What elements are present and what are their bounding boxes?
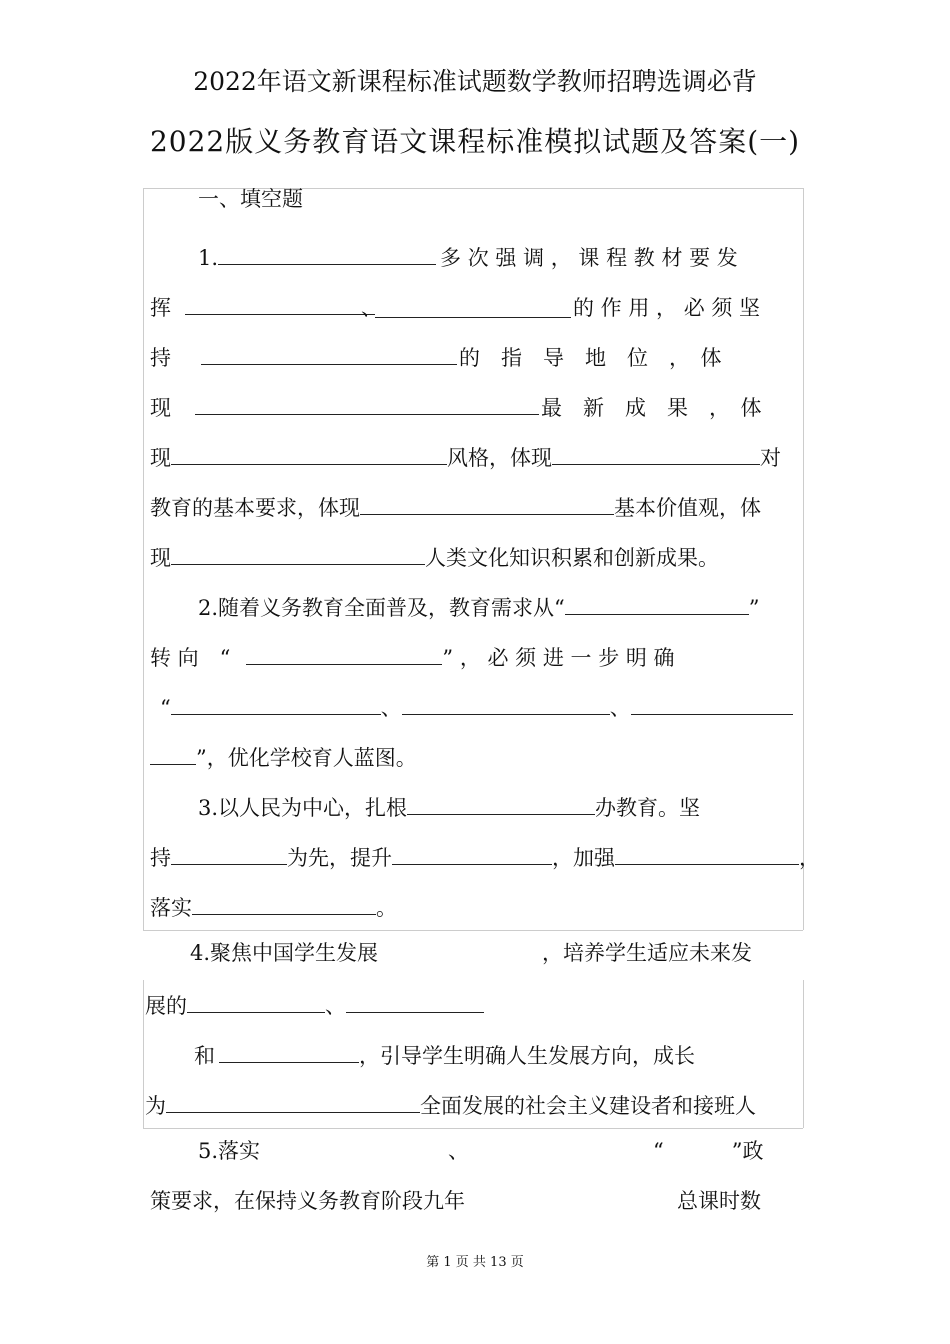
text: 风格，体现 [447,446,552,470]
text: 。 [376,896,397,920]
q2-text: 2.随着义务教育全面普及，教育需求从“ [198,596,565,620]
q1-blank-8[interactable] [360,490,614,515]
text: 的 作 用 ， 必 须 坚 [573,296,761,320]
text: 教育的基本要求，体现 [150,496,360,520]
text: “ [160,696,171,720]
q2-line4 [150,740,417,770]
q1-blank-6[interactable] [171,440,447,465]
q2-blank-5-cont[interactable] [150,740,196,765]
text: 办教育。坚 [595,796,701,820]
q1-line5 [150,440,781,470]
text: 为先，提升 [287,846,392,870]
q3-line3 [150,890,397,920]
text: 转 向 “ [150,646,231,670]
q5-line1 [198,1136,764,1166]
q4-blank-4[interactable] [166,1088,420,1113]
frame-line [143,980,144,1128]
text: 为 [145,1094,166,1118]
document-title-line2: 2022版义务教育语文课程标准模拟试题及答案(一) [149,125,801,158]
q3-blank-3[interactable] [392,840,552,865]
text: 最 新 成 果 ， 体 [541,396,762,420]
frame-line [803,188,804,930]
q2-blank-3[interactable] [171,690,381,715]
q2-line1 [198,590,760,620]
q3-text: 3.以人民为中心，扎根 [198,796,408,820]
q1-line2 [150,290,760,320]
text: 总课时数 [677,1189,761,1213]
text: 的 指 导 地 位 ， 体 [459,346,722,370]
q1-text: 多 次 强 调 ， 课 程 教 材 要 发 [440,246,738,270]
text: 和 [194,1044,215,1068]
q3-blank-1[interactable] [407,790,595,815]
text: “ [653,1139,664,1163]
q4-blank-3[interactable] [219,1038,359,1063]
q1-blank-7[interactable] [552,440,760,465]
sep: 、 [380,696,402,720]
text: ”政 [731,1139,764,1163]
sep: 、 [609,696,631,720]
frame-line [803,980,804,1128]
q1-number: 1. [198,246,219,270]
q1-line1 [198,240,738,270]
frame-line [143,930,803,931]
q3-blank-5[interactable] [192,890,376,915]
text: 基本价值观，体 [614,496,761,520]
q3-line1 [198,790,700,820]
q4-line2 [145,988,484,1018]
q1-line7 [150,540,719,570]
q1-blank-9[interactable] [171,540,425,565]
q1-line6 [150,490,761,520]
text: 挥 [150,296,171,320]
q1-line4 [150,390,762,420]
text: ”，优化学校育人蓝图。 [196,746,417,770]
q2-blank-2[interactable] [246,640,442,665]
document-title-line1: 2022年语文新课程标准试题数学教师招聘选调必背 [193,67,757,96]
q1-line3 [150,340,722,370]
frame-line [143,1128,803,1129]
text: 落实 [150,896,192,920]
frame-line [143,188,144,930]
section-heading: 一、填空题 [198,187,303,211]
q4-line1 [190,938,800,968]
text: 现 [150,446,171,470]
text: 策要求，在保持义务教育阶段九年 [150,1189,465,1213]
q2-blank-4[interactable] [402,690,610,715]
q5-text: 5.落实 [198,1139,261,1163]
q1-blank-5[interactable] [195,390,539,415]
text: 持 [150,346,171,370]
sep: 、 [361,296,382,320]
text: 人类文化知识积累和创新成果。 [425,546,719,570]
q4-text: 4.聚焦中国学生发展 [190,941,379,965]
q2-blank-5[interactable] [631,690,793,715]
text: 持 [150,846,171,870]
text: 现 [150,396,171,420]
q3-line2 [150,840,820,870]
text: 现 [150,546,171,570]
text: 全面发展的社会主义建设者和接班人 [420,1094,756,1118]
q3-blank-4[interactable] [615,840,799,865]
q4-blank-1[interactable] [187,988,325,1013]
sep: 、 [325,994,346,1018]
q4-line4 [145,1088,756,1118]
text: ” ， 必 须 进 一 步 明 确 [442,646,675,670]
q4-line3 [194,1038,695,1068]
q1-blank-3[interactable] [361,293,571,320]
text: ，引导学生明确人生发展方向，成长 [359,1044,695,1068]
text: ， [799,846,820,870]
sep: 、 [448,1139,470,1163]
q4-blank-2[interactable] [346,988,484,1013]
q2-blank-1[interactable] [565,590,749,615]
q1-blank-1[interactable] [218,240,436,265]
q5-line2 [150,1186,761,1216]
text: 展的 [145,994,187,1018]
q1-blank-2[interactable] [185,290,375,315]
q2-line2 [150,640,675,670]
q1-blank-4[interactable] [201,340,457,365]
q2-line3 [160,690,793,720]
text: ” [748,596,760,620]
page-footer: 第 1 页 共 13 页 [426,1255,524,1270]
text: 对 [760,446,781,470]
q3-blank-2[interactable] [171,840,287,865]
text: ，培养学生适应未来发 [542,941,753,965]
text: ，加强 [552,846,615,870]
